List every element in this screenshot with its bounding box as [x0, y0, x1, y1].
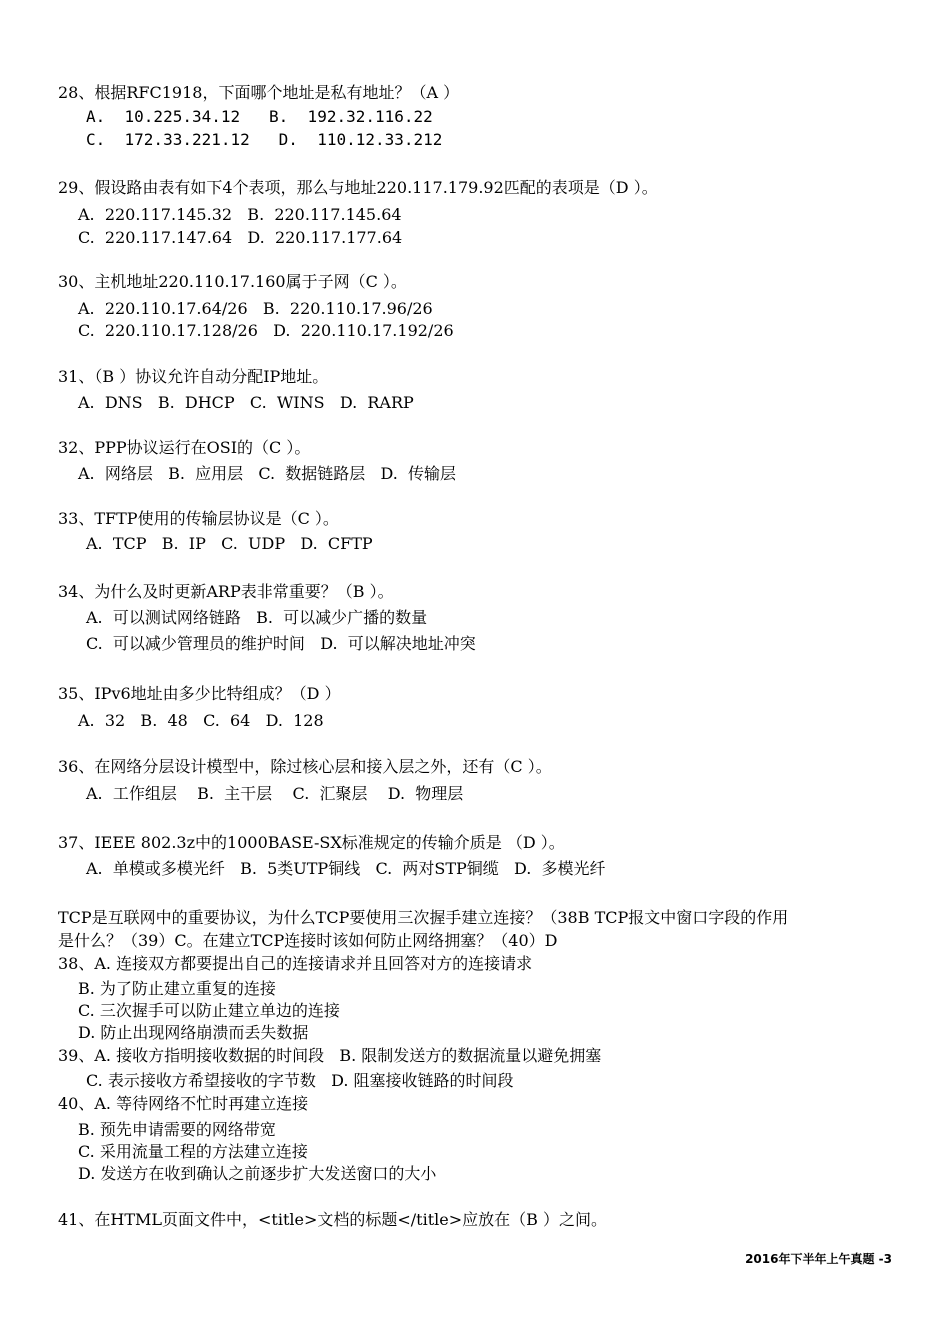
- passage-line-1: TCP是互联网中的重要协议，为什么TCP要使用三次握手建立连接？（38B TCP报文中窗口字段的作用: [58, 908, 789, 927]
- question-41: 41、在HTML页面文件中，<title>文档的标题</title>应放在（B ）之间。: [58, 1210, 607, 1229]
- options-36: A. 工作组层 B. 主干层 C. 汇聚层 D. 物理层: [86, 784, 464, 803]
- passage-line-2: 是什么？（39）C。在建立TCP连接时该如何防止网络拥塞？（40）D: [58, 931, 558, 950]
- options-28-ab: A. 10.225.34.12 B. 192.32.116.22: [86, 107, 433, 126]
- options-29-cd: C. 220.117.147.64 D. 220.117.177.64: [78, 228, 403, 247]
- question-39: 39、A. 接收方指明接收数据的时间段 B. 限制发送方的数据流量以避免拥塞: [58, 1046, 602, 1065]
- options-34-cd: C. 可以减少管理员的维护时间 D. 可以解决地址冲突: [86, 634, 476, 653]
- question-33: 33、TFTP使用的传输层协议是（C ）。: [58, 509, 339, 528]
- question-29: 29、假设路由表有如下4个表项，那么与地址220.117.179.92匹配的表项是（D ）。: [58, 178, 658, 197]
- question-32: 32、PPP协议运行在OSI的（C ）。: [58, 438, 311, 457]
- question-36: 36、在网络分层设计模型中，除过核心层和接入层之外，还有（C ）。: [58, 757, 552, 776]
- options-30-ab: A. 220.110.17.64/26 B. 220.110.17.96/26: [78, 299, 433, 318]
- question-31: 31、（B ）协议允许自动分配IP地址。: [58, 367, 329, 386]
- options-30-cd: C. 220.110.17.128/26 D. 220.110.17.192/26: [78, 321, 454, 340]
- question-35: 35、IPv6地址由多少比特组成？（D ）: [58, 684, 341, 703]
- option-38-d: D. 防止出现网络崩溃而丢失数据: [78, 1023, 309, 1042]
- question-28: 28、根据RFC1918，下面哪个地址是私有地址？（A ）: [58, 83, 460, 102]
- question-30: 30、主机地址220.110.17.160属于子网（C ）。: [58, 272, 407, 291]
- page-footer: 2016年下半年上午真题 -3: [745, 1252, 892, 1266]
- options-32: A. 网络层 B. 应用层 C. 数据链路层 D. 传输层: [78, 464, 457, 483]
- options-35: A. 32 B. 48 C. 64 D. 128: [78, 711, 324, 730]
- option-40-b: B. 预先申请需要的网络带宽: [78, 1120, 276, 1139]
- options-33: A. TCP B. IP C. UDP D. CFTP: [86, 534, 373, 553]
- options-34-ab: A. 可以测试网络链路 B. 可以减少广播的数量: [86, 608, 428, 627]
- question-34: 34、为什么及时更新ARP表非常重要？（B ）。: [58, 582, 394, 601]
- question-37: 37、IEEE 802.3z中的1000BASE-SX标准规定的传输介质是 （D ）。: [58, 833, 565, 852]
- option-40-c: C. 采用流量工程的方法建立连接: [78, 1142, 308, 1161]
- options-31: A. DNS B. DHCP C. WINS D. RARP: [78, 393, 414, 412]
- question-40: 40、A. 等待网络不忙时再建立连接: [58, 1094, 309, 1113]
- question-38: 38、A. 连接双方都要提出自己的连接请求并且回答对方的连接请求: [58, 954, 533, 973]
- option-38-c: C. 三次握手可以防止建立单边的连接: [78, 1001, 340, 1020]
- options-39-cd: C. 表示接收方希望接收的字节数 D. 阻塞接收链路的时间段: [86, 1071, 514, 1090]
- options-28-cd: C. 172.33.221.12 D. 110.12.33.212: [86, 130, 443, 149]
- option-38-b: B. 为了防止建立重复的连接: [78, 979, 276, 998]
- options-37: A. 单模或多模光纤 B. 5类UTP铜线 C. 两对STP铜缆 D. 多模光纤: [86, 859, 606, 878]
- options-29-ab: A. 220.117.145.32 B. 220.117.145.64: [78, 205, 402, 224]
- option-40-d: D. 发送方在收到确认之前逐步扩大发送窗口的大小: [78, 1164, 437, 1183]
